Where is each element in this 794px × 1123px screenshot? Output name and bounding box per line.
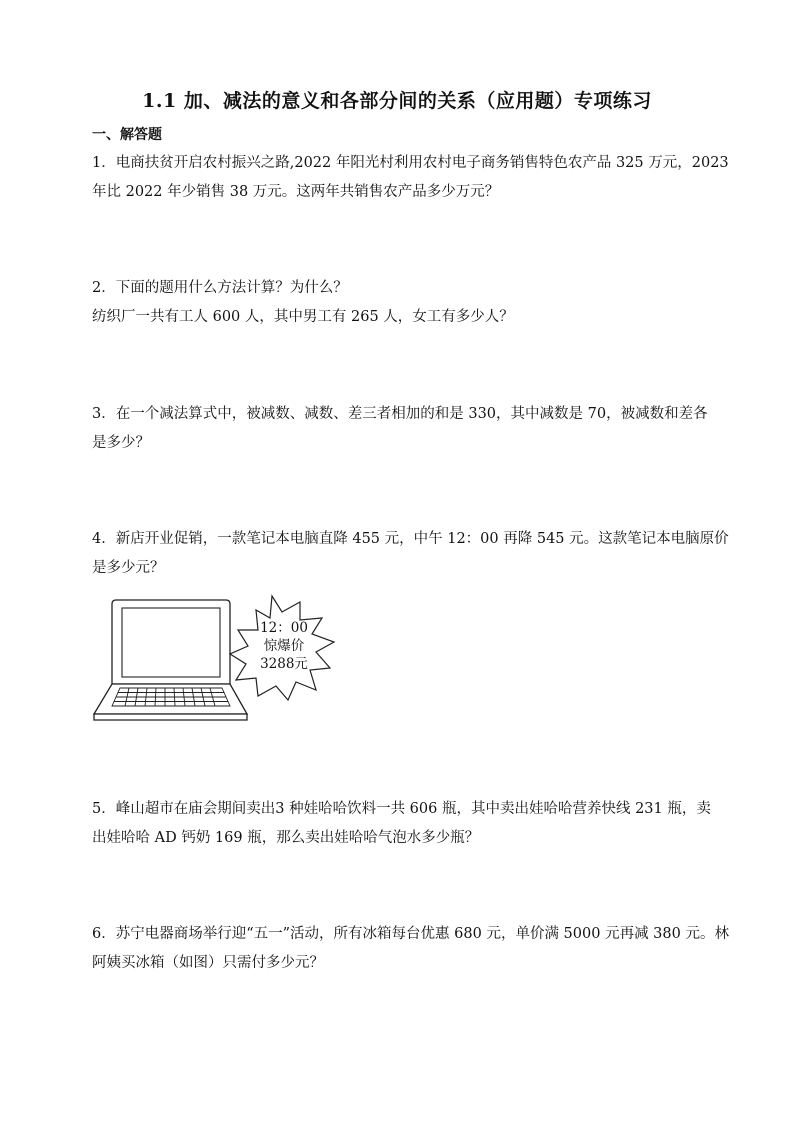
question-4-line-2: 是多少元？ <box>92 560 165 576</box>
question-2-line-1: 2．下面的题用什么方法计算？为什么？ <box>92 280 348 296</box>
laptop-icon <box>90 592 370 726</box>
question-1-line-1: 1．电商扶贫开启农村振兴之路,2022 年阳光村利用农村电子商务销售特色农产品 325 万元，2023 <box>92 155 729 171</box>
question-6-line-1: 6．苏宁电器商场举行迎“五一”活动，所有冰箱每台优惠 680 元，单价满 5000 元再减 380 元。林 <box>92 926 729 942</box>
burst-line-time: 12：00 <box>260 620 308 636</box>
question-6-line-2: 阿姨买冰箱（如图）只需付多少元？ <box>92 955 324 971</box>
question-number: 3． <box>92 406 116 422</box>
question-5-line-1: 5．峰山超市在庙会期间卖出3 种娃哈哈饮料一共 606 瓶，其中卖出娃哈哈营养快线 231 瓶，卖 <box>92 801 711 817</box>
question-3-line-2: 是多少？ <box>92 435 150 451</box>
question-number: 6． <box>92 926 116 942</box>
page-title: 1.1 加、减法的意义和各部分间的关系（应用题）专项练习 <box>142 90 652 112</box>
question-4 <box>92 525 729 583</box>
question-1-line-2: 年比 2022 年少销售 38 万元。这两年共销售农产品多少万元？ <box>92 184 500 200</box>
question-2 <box>92 274 708 332</box>
burst-line-label: 惊爆价 <box>263 638 305 654</box>
question-4-line-1: 4．新店开业促销，一款笔记本电脑直降 455 元，中午 12：00 再降 545 元。这款笔记本电脑原价 <box>92 531 729 547</box>
question-number: 1． <box>92 155 116 171</box>
question-number: 2． <box>92 280 116 296</box>
question-3-line-1: 3．在一个减法算式中，被减数、减数、差三者相加的和是 330，其中减数是 70，被减数和差各 <box>92 406 708 422</box>
question-3 <box>92 400 708 458</box>
question-1 <box>92 149 729 207</box>
question-2-line-2: 纺织厂一共有工人 600 人，其中男工有 265 人，女工有多少人？ <box>92 309 514 325</box>
question-5-line-2: 出娃哈哈 AD 钙奶 169 瓶，那么卖出娃哈哈气泡水多少瓶？ <box>92 830 480 846</box>
question-number: 5． <box>92 801 116 817</box>
question-5 <box>92 795 711 853</box>
laptop-price-figure <box>90 592 370 726</box>
section-heading: 一、解答题 <box>92 127 162 143</box>
question-6 <box>92 920 729 978</box>
burst-line-price: 3288元 <box>260 656 308 672</box>
question-number: 4． <box>92 531 116 547</box>
